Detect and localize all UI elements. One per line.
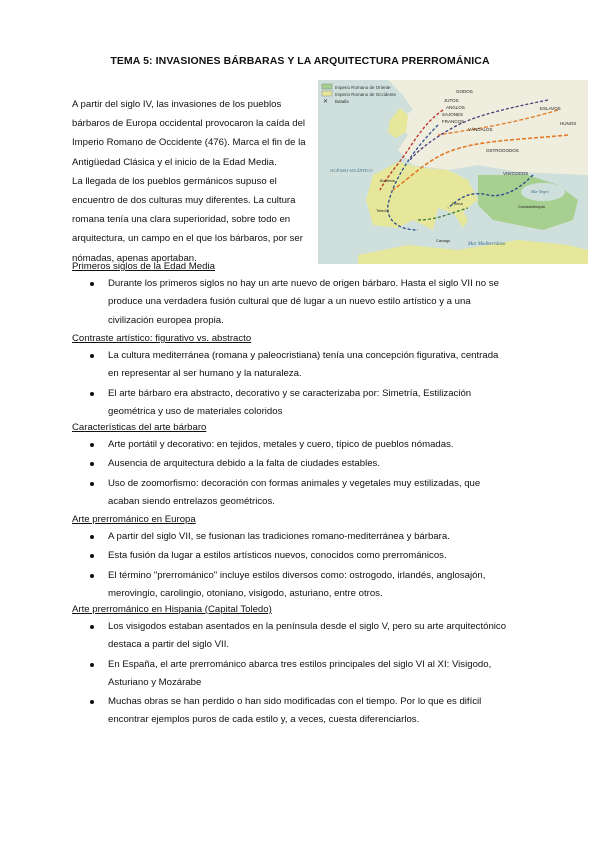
- list-item: [72, 693, 532, 730]
- list-item-line: Esta fusión da lugar a estilos artísticos nuevos, conocidos como prerrománicos.: [108, 550, 447, 562]
- list-item: [72, 455, 532, 473]
- list-item-line: Ausencia de arquitectura debido a la falta de ciudades estables.: [108, 458, 381, 470]
- intro-line: nómadas, apenas aportaban.: [72, 252, 197, 264]
- section-heading: Arte prerrománico en Hispania (Capital Toledo): [72, 604, 272, 615]
- map-label: VISIGODOS: [503, 171, 529, 176]
- list-item-line: Durante los primeros siglos no hay un arte nuevo de origen bárbaro. Hasta el siglo VII no se: [108, 278, 499, 289]
- legend-label: Batalla: [335, 99, 349, 104]
- list-item-line: Arte portátil y decorativo: en tejidos, metales y cuero, típico de pueblos nómadas.: [108, 439, 454, 450]
- intro-line: arquitectura, un campo en el que los bárbaros, por ser: [72, 233, 303, 245]
- map-label: OSTROGODOS: [486, 148, 519, 153]
- bullet-list: [72, 618, 532, 730]
- bullet-list: [72, 528, 532, 603]
- legend-swatch-west: [322, 91, 332, 96]
- map-label: ANGLOS: [446, 105, 465, 110]
- list-item: [72, 547, 532, 565]
- list-item-line: El término "prerrománico" incluye estilos diversos como: ostrogodo, irlandés, anglosajón,: [108, 569, 486, 581]
- list-item-line: geométrica y uso de materiales coloridos: [108, 405, 283, 417]
- bullet-dot: [90, 462, 94, 466]
- bullet-list: [72, 347, 532, 421]
- list-item: [72, 567, 532, 604]
- map-label: Constantinopla: [518, 204, 545, 209]
- bullet-dot: [90, 535, 94, 539]
- page-title: TEMA 5: INVASIONES BÁRBARAS Y LA ARQUITECTURA PRERROMÁNICA: [110, 55, 490, 67]
- legend-label: Imperio Romano de Occidente: [335, 92, 397, 97]
- legend-swatch-east: [322, 84, 332, 89]
- list-item: [72, 475, 532, 512]
- list-item: [72, 436, 532, 454]
- section-caracteristicas: [72, 420, 532, 511]
- section-hispania: [72, 602, 532, 730]
- map-label: OCÉANO ATLÁNTICO: [330, 168, 373, 173]
- intro-line: romana tenía una clara superioridad, sobre todo en: [72, 214, 291, 226]
- section-heading: Características del arte bárbaro: [72, 422, 207, 433]
- bullet-dot: [90, 625, 94, 629]
- map-label: VÁNDALOS: [468, 127, 493, 132]
- map-label: Burdeos: [380, 178, 395, 183]
- intro-line: encuentro de dos culturas muy diferentes. La cultura: [72, 195, 296, 207]
- map-label: Mar Mediterráneo: [468, 242, 506, 247]
- section-heading: Contraste artístico: figurativo vs. abstracto: [72, 333, 252, 344]
- map-label: Cartago: [436, 238, 451, 243]
- list-item-line: encontrar ejemplos puros de cada estilo y, a veces, cuesta diferenciarlos.: [108, 714, 420, 726]
- section-primeros-siglos: [72, 259, 532, 330]
- section-europa: [72, 512, 532, 603]
- map-label: Roma: [452, 201, 463, 206]
- bullet-dot: [90, 354, 94, 358]
- map-label: GODOS: [456, 89, 473, 94]
- bullet-dot: [90, 574, 94, 578]
- list-item: [72, 528, 532, 546]
- list-item-line: Uso de zoomorfismo: decoración con formas animales y vegetales muy estilizadas, que: [108, 477, 481, 489]
- list-item-line: En España, el arte prerrománico abarca tres estilos principales del siglo VI al XI: Visigodo,: [108, 658, 492, 670]
- list-item: [72, 275, 532, 330]
- bullet-list: [72, 275, 532, 330]
- bullet-dot: [90, 443, 94, 447]
- bullet-dot: [90, 392, 94, 396]
- map-label: Toledo: [376, 208, 388, 213]
- list-item-line: A partir del siglo VII, se fusionan las tradiciones romano-mediterránea y bárbara.: [108, 531, 450, 542]
- list-item-line: La cultura mediterránea (romana y paleocristiana) tenía una concepción figurativa, centrada: [108, 350, 499, 361]
- map-label: FRANCOS: [442, 119, 465, 124]
- map-label: Mar Negro: [531, 189, 549, 194]
- map-label: ESLAVOS: [540, 106, 561, 111]
- intro-line: Imperio Romano de Occidente (476). Marca el fin de la: [72, 137, 306, 149]
- intro-line: Antigüedad Clásica y el inicio de la Edad Media.: [72, 156, 277, 168]
- list-item-line: Asturiano y Mozárabe: [108, 676, 202, 688]
- intro-line: A partir del siglo IV, las invasiones de los pueblos: [72, 99, 282, 110]
- list-item-line: Los visigodos estaban asentados en la península desde el siglo V, pero su arte arquitectónico: [108, 621, 507, 632]
- section-contraste: [72, 331, 532, 421]
- list-item-line: Muchas obras se han perdido o han sido modificadas con el tiempo. Por lo que es difícil: [108, 696, 482, 708]
- list-item: [72, 385, 532, 422]
- bullet-dot: [90, 482, 94, 486]
- list-item: [72, 618, 532, 655]
- battle-icon: ✕: [323, 98, 329, 105]
- map-label: SAJONES: [442, 112, 464, 117]
- section-heading: Primeros siglos de la Edad Media: [72, 261, 215, 272]
- legend-label: Imperio Romano de Oriente: [335, 85, 391, 90]
- list-item: [72, 347, 532, 384]
- bullet-dot: [90, 554, 94, 558]
- map-label: JUTOS: [444, 98, 459, 103]
- map-label: HUNOS: [560, 121, 577, 126]
- list-item-line: El arte bárbaro era abstracto, decorativo y se caracterizaba por: Simetría, Estilización: [108, 387, 472, 399]
- list-item-line: merovingio, carolingio, otoniano, visigodo, asturiano, entre otros.: [108, 587, 383, 599]
- list-item-line: produce una verdadera fusión cultural que dé lugar a un nuevo estilo artístico y a una: [108, 296, 471, 308]
- intro-line: bárbaros de Europa occidental provocaron la caída del: [72, 118, 306, 130]
- list-item-line: en representar al ser humano y la naturaleza.: [108, 368, 302, 380]
- list-item-line: destaca a partir del siglo VII.: [108, 639, 230, 651]
- section-heading: Arte prerrománico en Europa: [72, 514, 196, 525]
- bullet-dot: [90, 282, 94, 286]
- intro-line: La llegada de los pueblos germánicos supuso el: [72, 175, 277, 187]
- list-item-line: civilización europea propia.: [108, 314, 224, 326]
- list-item-line: acaban siendo entrelazos geométricos.: [108, 495, 275, 507]
- list-item: [72, 656, 532, 693]
- intro-paragraph: [72, 95, 318, 268]
- bullet-list: [72, 436, 532, 511]
- bullet-dot: [90, 663, 94, 667]
- invasions-map: [318, 80, 588, 264]
- bullet-dot: [90, 700, 94, 704]
